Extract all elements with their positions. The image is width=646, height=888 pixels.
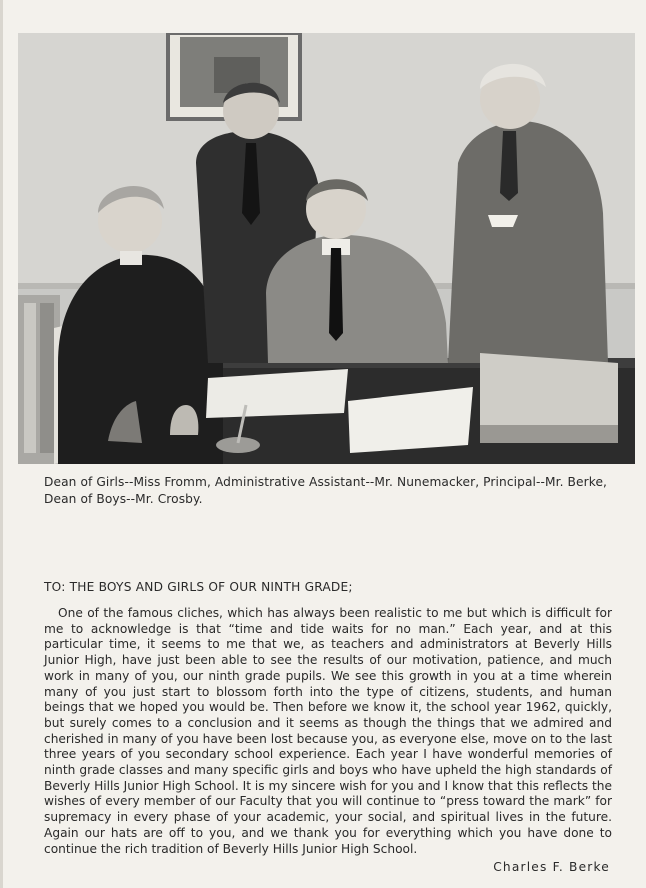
letter-body: One of the famous cliches, which has always been realistic to me but which is difficult for me to acknowledge is that “time and tide waits for no man.” Each year, and at this particular time, it seems to me that we, as teachers and administrators at Beverly Hills Junior High, have just been able to see the results of our motivation, patience, and much work in many of you, our ninth grade pupils. We see this growth in you at a time wherein many of you just start to blossom forth into the type of citizens, students, and human beings that we hoped you would be. Then before we know it, the school year 1962, quickly, but surely comes to a conclusion and it seems as though the things that we admired and cherished in many of you have been lost because you, as everyone else, move on to the last three years of you secondary school experience. Each year I have wonderful memories of ninth grade classes and many specific girls and boys who have upheld the high standards of Beverly Hills Junior High School. It is my sincere wish for you and I know that this reflects the wishes of every member of our Faculty that you will continue to “press toward the mark” for supremacy in every phase of your academic, your social, and spiritual lives in the future. Again our hats are off to you, and we thank you for everything which you have done to continue the rich tradition of Beverly Hills Junior High School. xyxy=(44,606,612,856)
letter-salutation: TO: THE BOYS AND GIRLS OF OUR NINTH GRADE; xyxy=(44,580,353,594)
standing-man-right xyxy=(448,121,608,363)
group-photo xyxy=(18,33,635,464)
photo-illustration xyxy=(18,33,635,464)
desk-tray xyxy=(480,353,618,433)
letter-signature: Charles F. Berke xyxy=(493,860,610,874)
photo-caption: Dean of Girls--Miss Fromm, Administrative Assistant--Mr. Nunemacker, Principal--Mr. Berke, Dean of Boys--Mr. Crosby. xyxy=(44,475,608,506)
